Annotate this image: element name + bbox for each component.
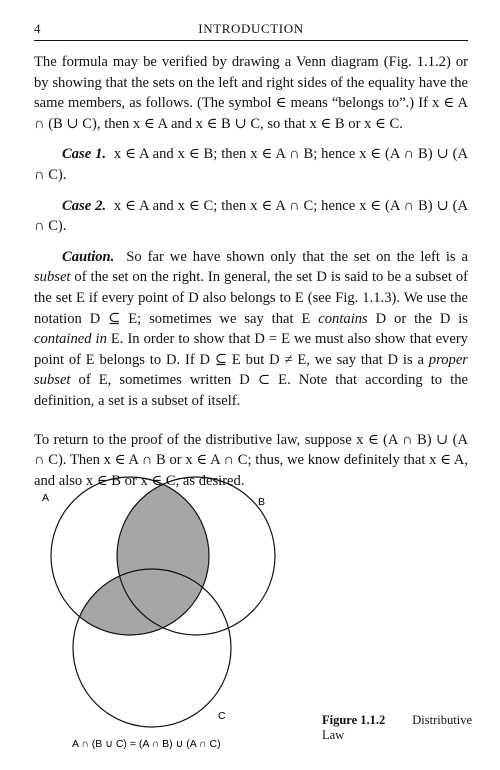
running-title: INTRODUCTION [198,21,304,36]
term-proper-subset: proper subset [34,351,468,389]
caution-text-4: E. In order to show that D = E we must also show that every point of E belongs to D. If D ⊆ E but D ≠ E, we say that D is a [34,331,468,368]
caution-text-2: of the set on the right. In general, the set D is said to be a subset of the set E if every point of D also belongs to E (see Fig. 1.1.3). We use the notation D ⊆ E; sometimes we say that E [34,269,468,327]
paragraph-case-1 [34,144,468,185]
caution-text-5: of E, sometimes written D ⊂ E. Note that according to the definition, a set is a subset of itself. [34,372,468,409]
term-contained-in: contained in [34,331,107,348]
term-subset: subset [34,269,71,286]
case-2-label: Case 2. [62,197,107,214]
figure-title-continued: Law [322,728,345,742]
venn-diagram [30,470,350,770]
page-number: 4 [34,21,42,36]
page-body [34,52,468,491]
caution-label: Caution. [62,248,115,265]
figure-number: Figure 1.1.2 [322,713,386,727]
shaded-region-a-and-c [73,569,231,727]
label-c: C [218,710,226,722]
caution-text-1: So far we have shown only that the set on the left is a [126,248,469,265]
figure-caption [322,713,472,743]
case-1-text: x ∈ A and x ∈ B; then x ∈ A ∩ B; hence x ∈ (A ∩ B) ∪ (A ∩ C). [34,146,469,183]
caution-text-3: D or the D is [375,310,468,327]
paragraph-return: To return to the proof of the distributive law, suppose x ∈ (A ∩ B) ∪ (A ∩ C). Then x ∈ A ∩ B or x ∈ A ∩ C; thus, we know definitely that x ∈ A, and also x ∈ B or x ∈ C, as desired. [34,431,468,489]
term-contains: contains [318,310,368,327]
figure-title: Distributive [412,713,472,727]
paragraph-caution [34,247,468,412]
paragraph-case-2 [34,196,468,237]
label-b: B [258,496,266,508]
case-1-label: Case 1. [62,146,107,163]
case-2-text: x ∈ A and x ∈ C; then x ∈ A ∩ C; hence x ∈ (A ∩ B) ∪ (A ∩ C). [34,197,469,235]
label-a: A [42,492,50,504]
page-header [34,20,468,41]
paragraph-intro: The formula may be verified by drawing a Venn diagram (Fig. 1.1.2) or by showing that the sets on the left and right sides of the equality have the same members, as follows. (The symbol ∈ means “belongs to”.) If x ∈ A ∩ (B ∪ C), then x ∈ A and x ∈ B ∪ C, so that x ∈ B or x ∈ C. [34,54,468,132]
distributive-equation: A ∩ (B ∪ C) = (A ∩ B) ∪ (A ∩ C) [72,738,221,750]
